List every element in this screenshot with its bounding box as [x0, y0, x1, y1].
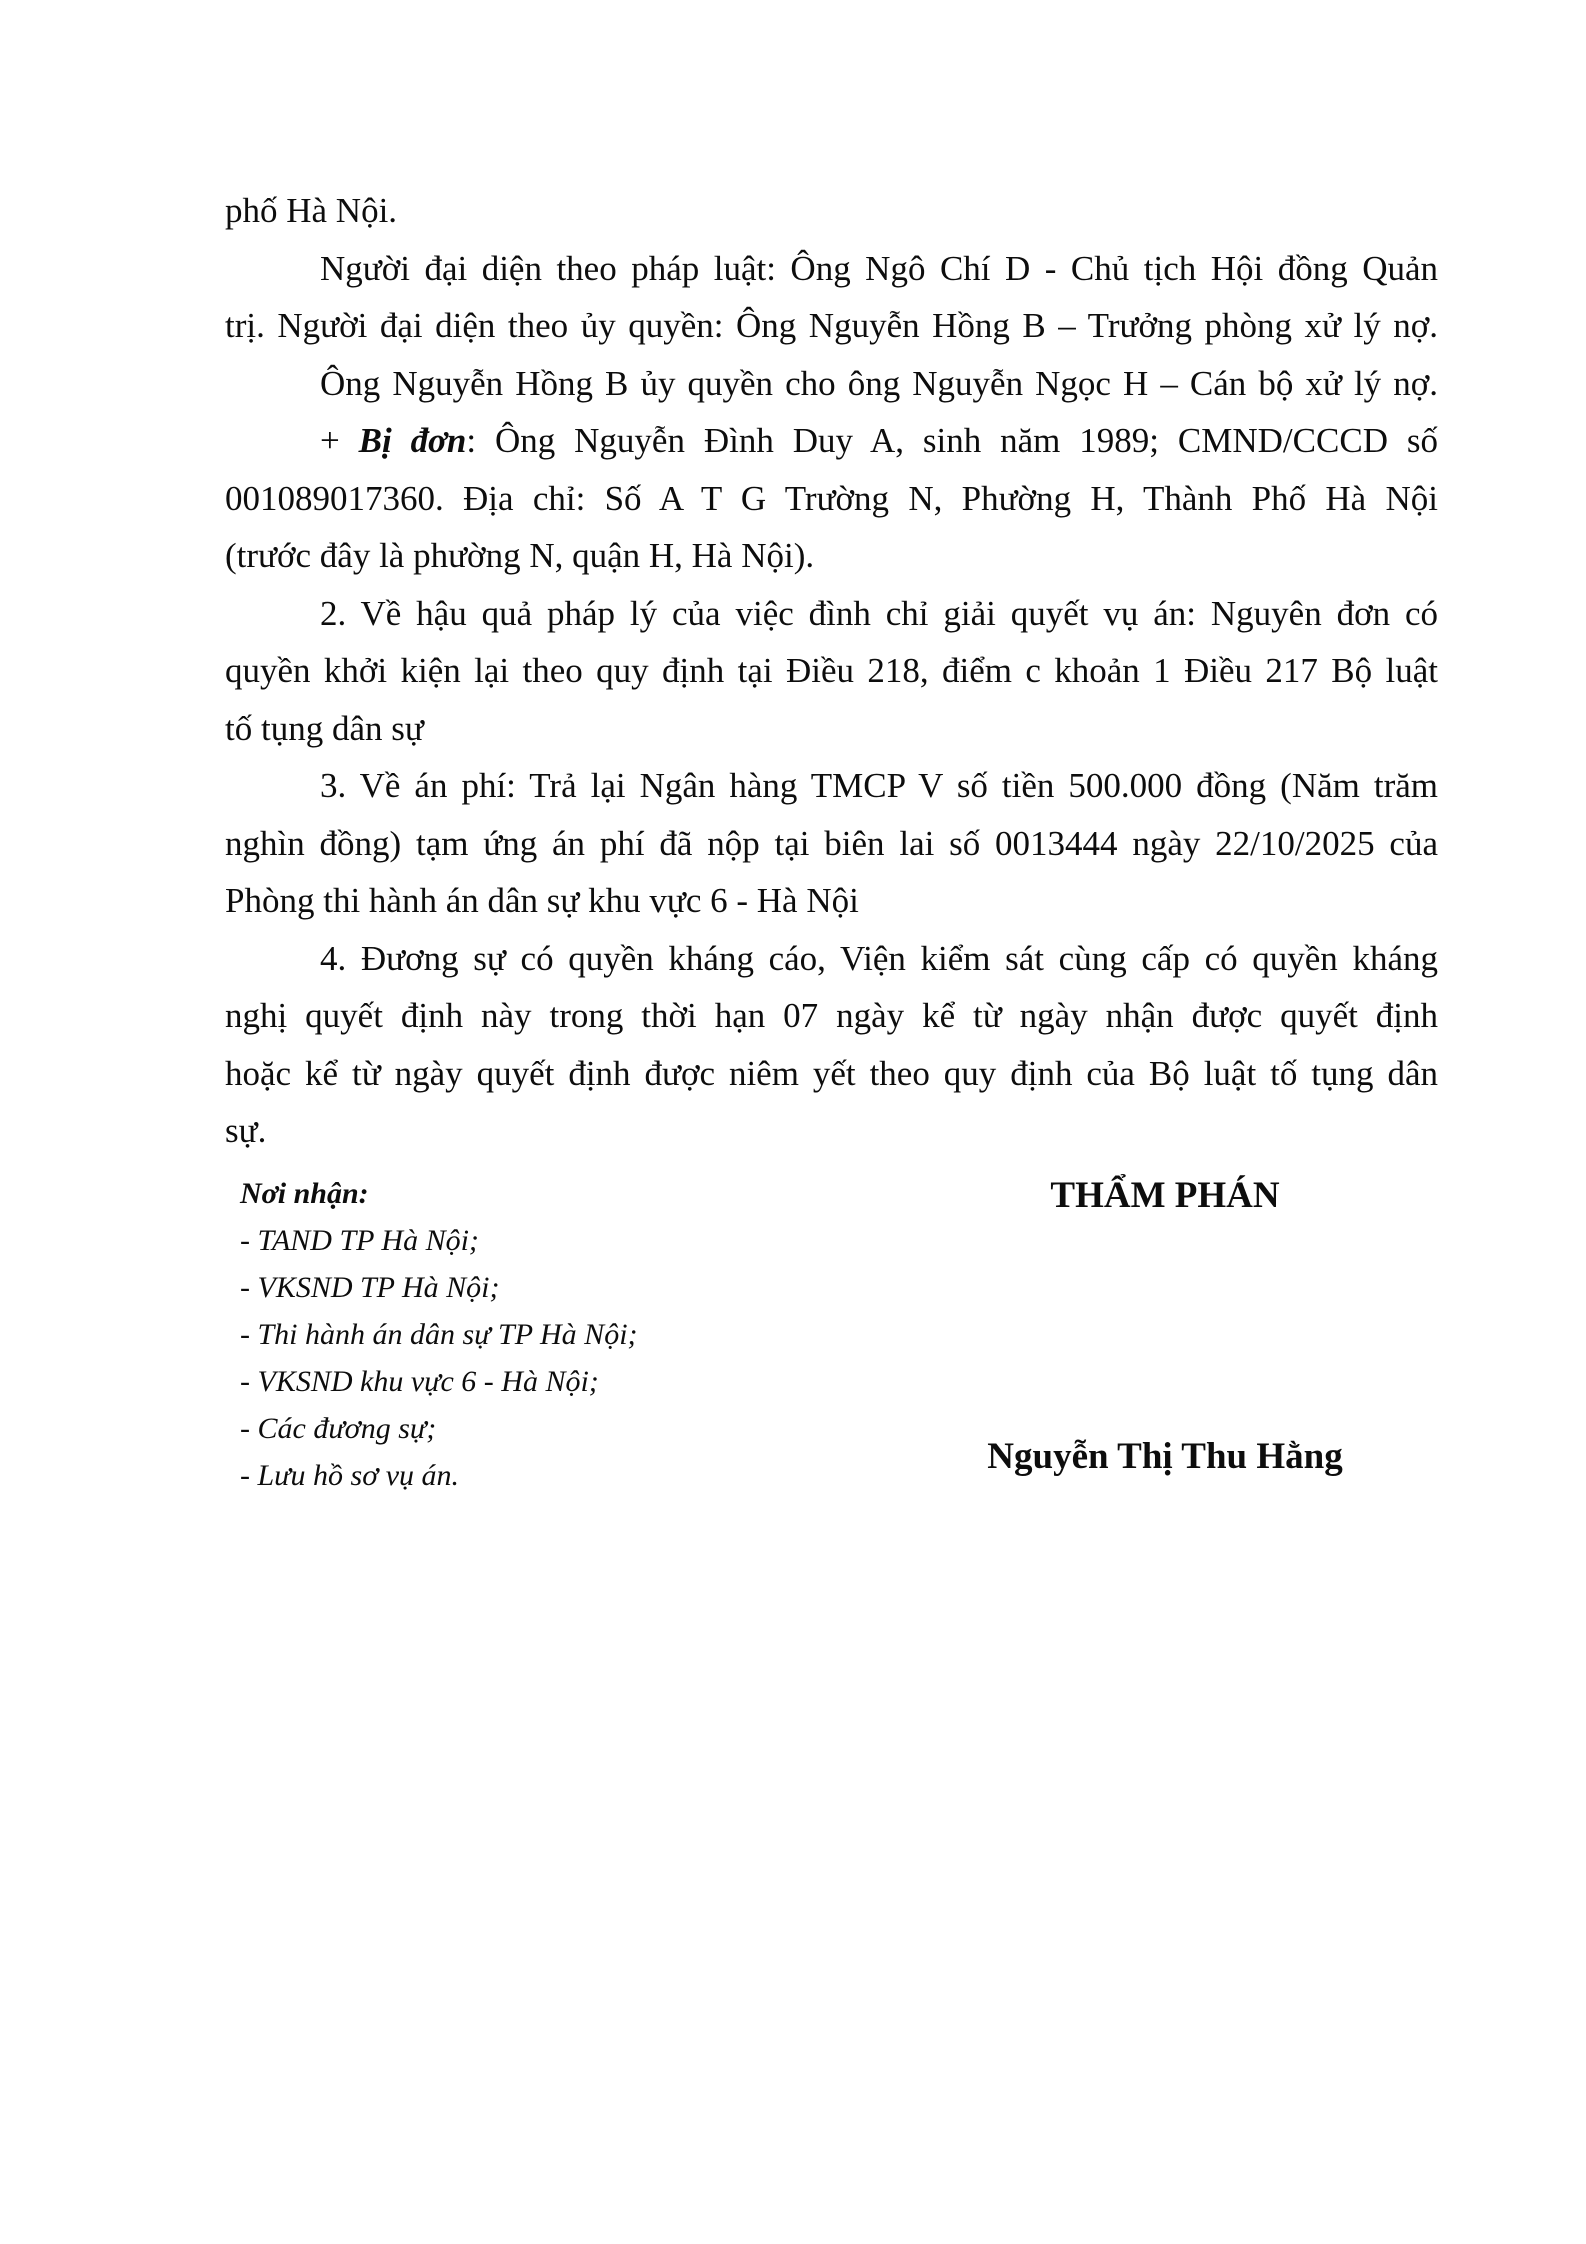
recipients-block [240, 1170, 800, 1499]
judge-title: THẨM PHÁN [1050, 1175, 1280, 1216]
paragraph [225, 930, 1438, 1160]
paragraph [225, 585, 1438, 758]
emphasized-run: Bị đơn [358, 421, 467, 460]
text-run: : Ông Nguyễn Đình Duy A, sinh năm 1989; CMND/CCCD số [466, 421, 1438, 460]
body-line: Người đại diện theo pháp luật: Ông Ngô Chí D - Chủ tịch Hội đồng Quản [320, 248, 1438, 288]
body-line: sự. [225, 1111, 267, 1150]
paragraph [225, 182, 1438, 240]
body-line: quyền khởi kiện lại theo quy định tại Điều 218, điểm c khoản 1 Điều 217 Bộ luật [225, 651, 1438, 690]
recipients-list [240, 1217, 800, 1499]
recipient-item: - Các đương sự; [240, 1412, 437, 1445]
body-line [225, 412, 1438, 470]
body-line: 001089017360. Địa chỉ: Số A T G Trường N, Phường H, Thành Phố Hà Nội [225, 478, 1438, 518]
body-line: (trước đây là phường N, quận H, Hà Nội). [225, 536, 815, 575]
recipient-item: - TAND TP Hà Nội; [240, 1224, 479, 1257]
body-line: phố Hà Nội. [225, 191, 398, 230]
recipient-item: - VKSND TP Hà Nội; [240, 1271, 500, 1304]
body-line: nghị quyết định này trong thời hạn 07 ngày kể từ ngày nhận được quyết định [225, 996, 1438, 1035]
text-run: + [320, 421, 359, 460]
body-line: hoặc kể từ ngày quyết định được niêm yết theo quy định của Bộ luật tố tụng dân [225, 1053, 1438, 1093]
paragraph [225, 240, 1438, 355]
body-line: tố tụng dân sự [225, 708, 424, 748]
judge-name: Nguyễn Thị Thu Hằng [987, 1436, 1343, 1477]
recipients-label: Nơi nhận: [240, 1177, 369, 1210]
body-line: 2. Về hậu quả pháp lý của việc đình chỉ giải quyết vụ án: Nguyên đơn có [320, 593, 1438, 633]
recipient-item: - VKSND khu vực 6 - Hà Nội; [240, 1365, 599, 1398]
recipient-item: - Lưu hồ sơ vụ án. [240, 1459, 460, 1492]
body-line: nghìn đồng) tạm ứng án phí đã nộp tại biên lai số 0013444 ngày 22/10/2025 của [225, 823, 1438, 863]
body-line: 4. Đương sự có quyền kháng cáo, Viện kiểm sát cùng cấp có quyền kháng [320, 938, 1438, 978]
paragraph [225, 412, 1438, 585]
paragraph [225, 355, 1438, 413]
body-line: Phòng thi hành án dân sự khu vực 6 - Hà Nội [225, 881, 859, 920]
document-body [225, 182, 1438, 1160]
body-line: trị. Người đại diện theo ủy quyền: Ông Nguyễn Hồng B – Trưởng phòng xử lý nợ. [225, 306, 1438, 345]
body-line: Ông Nguyễn Hồng B ủy quyền cho ông Nguyễn Ngọc H – Cán bộ xử lý nợ. [320, 363, 1438, 403]
paragraph [225, 757, 1438, 930]
recipient-item: - Thi hành án dân sự TP Hà Nội; [240, 1318, 638, 1351]
body-line: 3. Về án phí: Trả lại Ngân hàng TMCP V số tiền 500.000 đồng (Năm trăm [320, 766, 1438, 805]
